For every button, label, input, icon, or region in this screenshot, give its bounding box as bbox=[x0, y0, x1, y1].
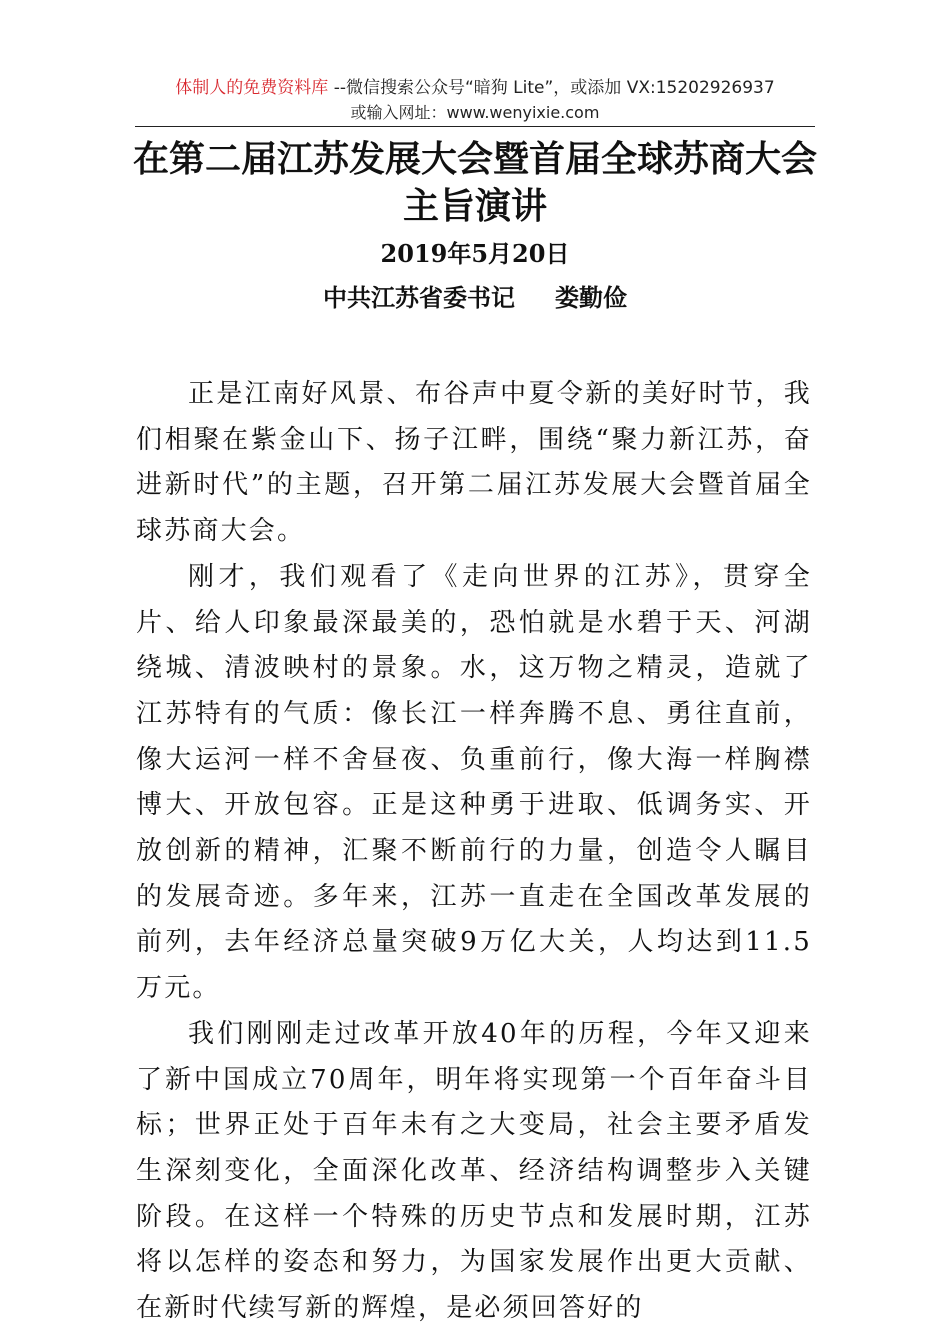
watermark-brand: 体制人的免费资料库 bbox=[175, 78, 329, 98]
title-line-2: 主旨演讲 bbox=[402, 185, 547, 227]
document-date: 2019年5月20日 bbox=[380, 239, 570, 268]
author-role: 中共江苏省委书记 bbox=[323, 283, 515, 312]
author-name: 娄勤俭 bbox=[555, 283, 627, 312]
title-line-1: 在第二届江苏发展大会暨首届全球苏商大会 bbox=[132, 138, 817, 180]
paragraph: 正是江南好风景、布谷声中夏令新的美好时节，我们相聚在紫金山下、扬子江畔，围绕“聚力新江苏，奋进新时代”的主题，召开第二届江苏发展大会暨首届全球苏商大会。 bbox=[136, 379, 812, 547]
document-title bbox=[120, 136, 830, 230]
paragraph: 我们刚刚走过改革开放40年的历程，今年又迎来了新中国成立70周年，明年将实现第一个百年奋斗目标；世界正处于百年未有之大变局，社会主要矛盾发生深刻变化，全面深化改革、经济结构调整步入关键阶段。在这样一个特殊的历史节点和发展时期，江苏将以怎样的姿态和努力，为国家发展作出更大贡献、在新时代续写新的辉煌，是必须回答好的 bbox=[136, 1018, 812, 1324]
header-divider bbox=[135, 126, 815, 127]
watermark-url: 或输入网址：www.wenyixie.com bbox=[350, 103, 600, 122]
paragraph: 刚才，我们观看了《走向世界的江苏》，贯穿全片、给人印象最深最美的，恐怕就是水碧于天、河湖绕城、清波映村的景象。水，这万物之精灵，造就了江苏特有的气质：像长江一样奔腾不息、勇往直前，像大运河一样不舍昼夜、负重前行，像大海一样胸襟博大、开放包容。正是这种勇于进取、低调务实、开放创新的精神，汇聚不断前行的力量，创造令人瞩目的发展奇迹。多年来，江苏一直走在全国改革发展的前列，去年经济总量突破9万亿大关，人均达到11.5万元。 bbox=[136, 561, 812, 1004]
watermark-header bbox=[0, 76, 950, 100]
watermark-info: --微信搜索公众号“暗狗 Lite”，或添加 VX:15202926937 bbox=[328, 78, 775, 98]
document-body bbox=[136, 372, 812, 1332]
document-author bbox=[0, 282, 950, 314]
